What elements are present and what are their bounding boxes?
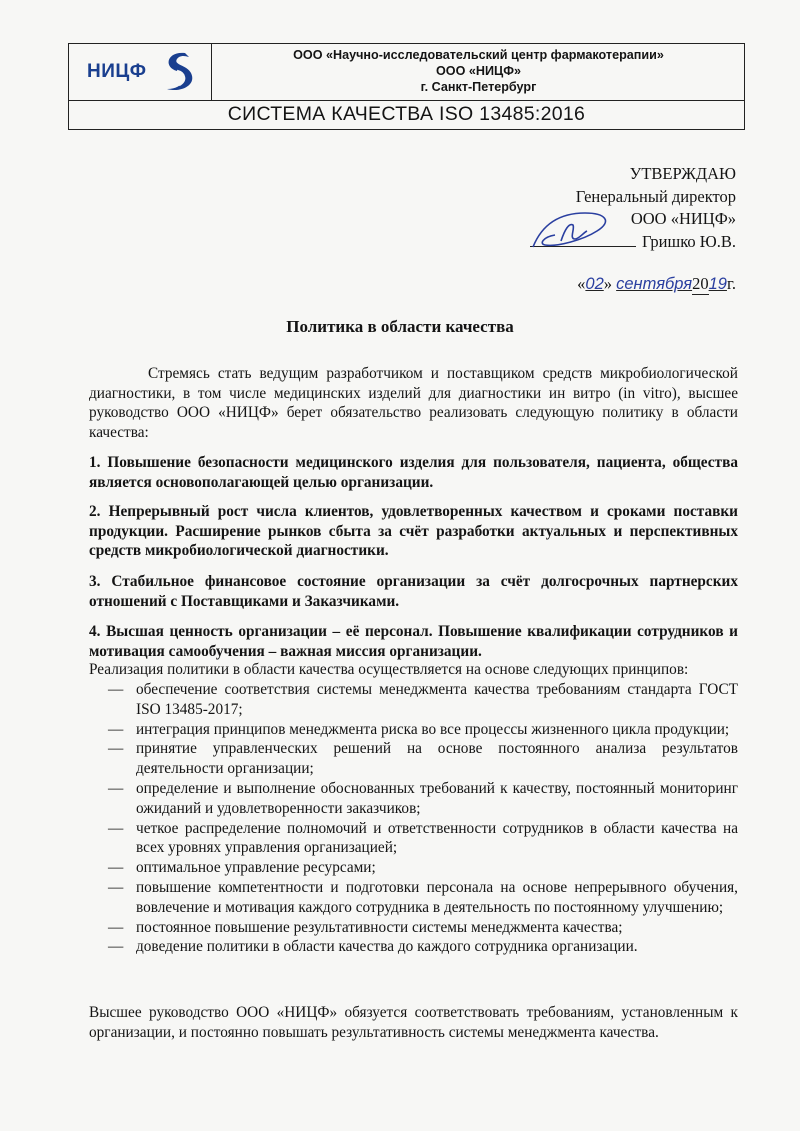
principle-text: определение и выполнение обоснованных требований к качеству, постоянный мониторинг ожиданий и удовлетворенности заказчиков; bbox=[136, 779, 738, 817]
principle-text: доведение политики в области качества до каждого сотрудника организации. bbox=[136, 938, 638, 956]
principle-text: постоянное повышение результативности системы менеджмента качества; bbox=[136, 918, 623, 936]
approver-position: Генеральный директор bbox=[575, 186, 736, 206]
org-line: г. Санкт-Петербург bbox=[420, 80, 537, 94]
org-line: ООО «НИЦФ» bbox=[436, 64, 521, 78]
date-month: сентября bbox=[616, 275, 693, 293]
date-year-suffix: 19 bbox=[708, 275, 727, 293]
list-item bbox=[89, 739, 738, 779]
approver-name: Гришко Ю.В. bbox=[641, 231, 736, 251]
list-item bbox=[89, 918, 738, 938]
list-dash: — bbox=[108, 740, 124, 758]
principle-text: интеграция принципов менеджмента риска во все процессы жизненного цикла продукции; bbox=[136, 720, 730, 738]
organization-info bbox=[211, 47, 746, 95]
approve-label: УТВЕРЖДАЮ bbox=[629, 164, 736, 183]
logo-swoosh-icon bbox=[155, 49, 201, 95]
org-line: ООО «Научно-исследовательский центр фармакотерапии» bbox=[293, 48, 664, 62]
logo-text: НИЦФ bbox=[87, 61, 147, 82]
date-g: г. bbox=[726, 274, 736, 293]
principle-text: четкое распределение полномочий и ответственности сотрудников в области качества на всех уровнях управления организацией; bbox=[136, 819, 738, 857]
intro-paragraph: Стремясь стать ведущим разработчиком и поставщиком средств микробиологической диагностики, в том числе медицинских изделий для диагностики ин витро (in vitro), высшее руководство ООО «НИЦФ» берет обязательство реализовать следующую политику в области качества: bbox=[89, 365, 738, 441]
list-item bbox=[89, 680, 738, 720]
policy-title: Политика в области качества bbox=[286, 317, 514, 336]
list-dash: — bbox=[108, 779, 124, 797]
principles-list bbox=[89, 680, 738, 957]
list-dash: — bbox=[108, 938, 124, 956]
goal-4: 4. Высшая ценность организации – её персонал. Повышение квалификации сотрудников и мотивация самообучения – важная миссия организации. bbox=[89, 623, 738, 660]
list-dash: — bbox=[108, 720, 124, 738]
realization-intro: Реализация политики в области качества осуществляется на основе следующих принципов: bbox=[89, 661, 689, 678]
approval-date bbox=[577, 274, 736, 295]
principle-text: принятие управленческих решений на основе постоянного анализа результатов деятельности организации; bbox=[136, 740, 738, 778]
list-item bbox=[89, 878, 738, 918]
quality-system-title: СИСТЕМА КАЧЕСТВА ISO 13485:2016 bbox=[227, 103, 586, 125]
principle-text: обеспечение соответствия системы менеджмента качества требованиям стандарта ГОСТ ISO 13485-2017; bbox=[136, 681, 738, 718]
principle-text: оптимальное управление ресурсами; bbox=[136, 859, 376, 877]
list-item bbox=[89, 720, 738, 740]
date-close-quote: » bbox=[603, 274, 612, 293]
conclusion-paragraph: Высшее руководство ООО «НИЦФ» обязуется соответствовать требованиям, установленным к организации, и постоянно повышать результативность системы менеджмента качества. bbox=[89, 1004, 738, 1041]
principle-text: повышение компетентности и подготовки персонала на основе непрерывного обучения, вовлечение и мотивация каждого сотрудника в деятельность по постоянному улучшению; bbox=[136, 878, 738, 916]
list-dash: — bbox=[108, 819, 124, 837]
goal-2: 2. Непрерывный рост числа клиентов, удовлетворенных качеством и сроками поставки продукции. Расширение рынков сбыта за счёт разработки актуальных и перспективных средств микробиологической диагностики. bbox=[89, 503, 738, 559]
date-year-prefix: 20 bbox=[692, 274, 709, 293]
date-day: 02 bbox=[585, 275, 604, 293]
list-dash: — bbox=[108, 859, 124, 877]
list-dash: — bbox=[108, 918, 124, 936]
handwritten-signature bbox=[527, 207, 619, 257]
list-item bbox=[89, 779, 738, 819]
list-dash: — bbox=[108, 878, 124, 896]
header-top-row bbox=[69, 44, 744, 101]
logo-cell bbox=[69, 44, 212, 100]
header-table bbox=[68, 43, 745, 130]
list-item bbox=[89, 819, 738, 859]
list-dash: — bbox=[108, 681, 124, 698]
goal-3: 3. Стабильное финансовое состояние организации за счёт долгосрочных партнерских отношений с Поставщиками и Заказчиками. bbox=[89, 573, 738, 610]
list-item bbox=[89, 937, 738, 957]
approver-company: ООО «НИЦФ» bbox=[630, 209, 736, 228]
goal-1: 1. Повышение безопасности медицинского изделия для пользователя, пациента, общества является основополагающей целью организации. bbox=[89, 454, 738, 491]
list-item bbox=[89, 858, 738, 878]
date-open-quote: « bbox=[577, 274, 586, 293]
